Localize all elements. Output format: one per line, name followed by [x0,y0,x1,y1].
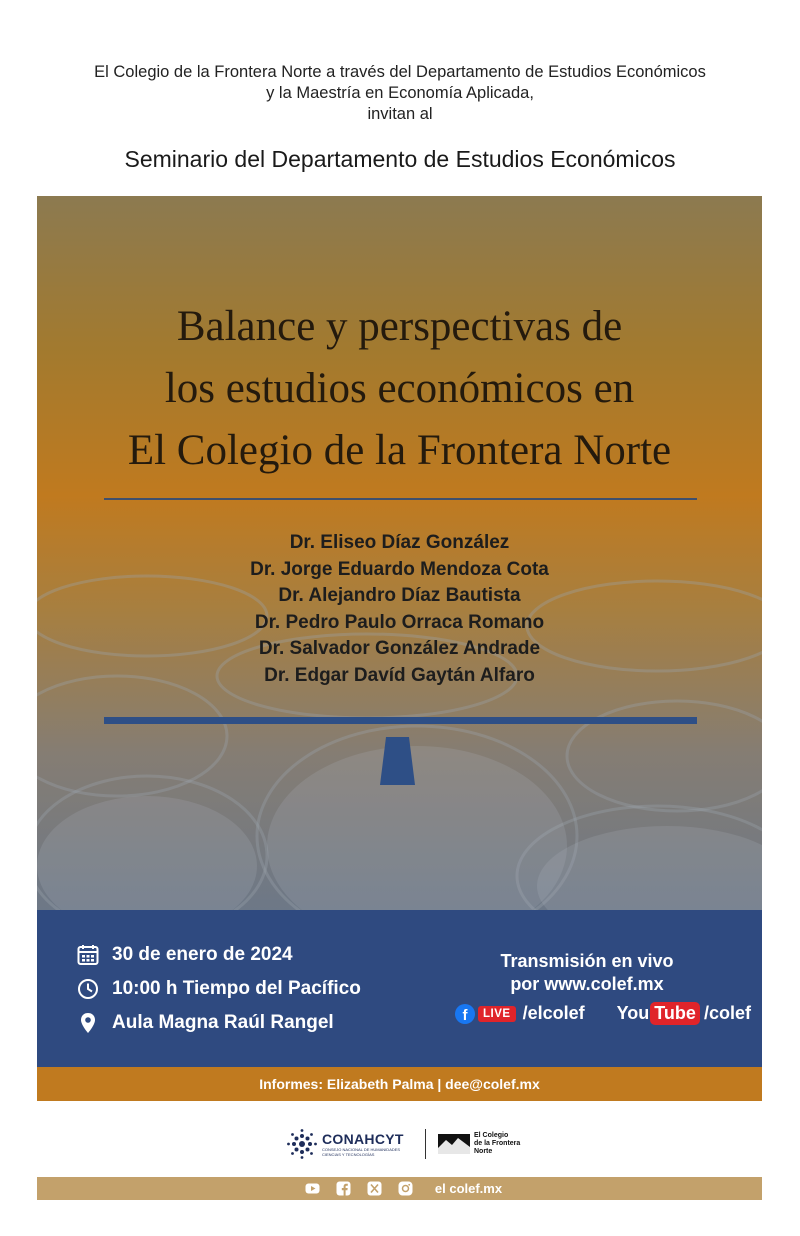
event-date-row [77,944,293,966]
intro-text [0,62,800,125]
speaker-name: Dr. Edgar Davíd Gaytán Alfaro [264,664,535,686]
colef-logo-line-1: El Colegio [474,1132,509,1139]
contact-bar: Informes: Elizabeth Palma | dee@colef.mx [37,1067,762,1101]
colef-logo-icon [438,1134,470,1154]
conahcyt-name: CONAHCYT [322,1131,404,1147]
facebook-handle[interactable]: /elcolef [522,1003,585,1023]
facebook-icon[interactable] [336,1181,351,1196]
talk-title-line-2: los estudios económicos en [164,365,635,412]
speaker-name: Dr. Eliseo Díaz González [289,532,510,553]
colef-logo-line-3: Norte [474,1148,493,1155]
seminar-title: Seminario del Departamento de Estudios Económicos [124,146,676,172]
conahcyt-logo-icon [287,1129,317,1159]
event-date: 30 de enero de 2024 [112,944,293,965]
intro-line-1: El Colegio de la Frontera Norte a través del Departamento de Estudios Económicos [94,63,706,81]
talk-title-line-1: Balance y perspectivas de [176,303,623,350]
footer-url[interactable]: el colef.mx [434,1181,503,1196]
instagram-icon[interactable] [398,1181,413,1196]
youtube-logo-you: You [616,1003,650,1023]
title-divider [104,498,697,500]
hero-banner [37,196,762,910]
stream-line-2[interactable]: por www.colef.mx [510,974,664,994]
event-time: 10:00 h Tiempo del Pacífico [112,978,361,999]
conahcyt-logo [322,1131,407,1157]
event-details-panel [37,910,762,1067]
speaker-name: Dr. Pedro Paulo Orraca Romano [254,611,545,633]
intro-line-2: y la Maestría en Economía Aplicada, [266,84,534,102]
stream-line-1: Transmisión en vivo [500,951,674,971]
footer-bar [37,1177,762,1200]
talk-title-line-3: El Colegio de la Frontera Norte [127,427,672,474]
location-pin-icon [77,1012,99,1034]
calendar-icon [77,944,99,966]
logo-divider [425,1129,426,1159]
youtube-icon[interactable] [305,1181,320,1196]
talk-title [37,296,762,482]
event-time-row [77,978,361,1000]
podium-bar [104,717,697,724]
clock-icon [77,978,99,1000]
event-place: Aula Magna Raúl Rangel [112,1012,334,1033]
colef-logo [474,1132,520,1156]
speaker-name: Dr. Jorge Eduardo Mendoza Cota [250,558,549,580]
intro-line-3: invitan al [367,105,433,123]
live-badge: LIVE [478,1006,516,1022]
stream-info [457,950,717,996]
podium-stand-icon [380,737,415,785]
youtube-handle[interactable]: /colef [703,1003,751,1023]
colef-logo-line-2: de la Frontera [474,1140,521,1147]
x-icon[interactable] [367,1181,382,1196]
facebook-icon[interactable]: f [455,1004,475,1024]
event-place-row [77,1012,334,1034]
conahcyt-subtitle: CONSEJO NACIONAL DE HUMANIDADES CIENCIAS Y TECNOLOGÍAS [322,1147,401,1157]
stream-channels [455,1002,751,1025]
sponsor-logos [287,1125,520,1163]
speaker-name: Dr. Alejandro Díaz Bautista [278,585,521,606]
speaker-name: Dr. Salvador González Andrade [258,638,541,659]
youtube-logo-tube: Tube [650,1002,700,1025]
speaker-list [37,530,762,689]
